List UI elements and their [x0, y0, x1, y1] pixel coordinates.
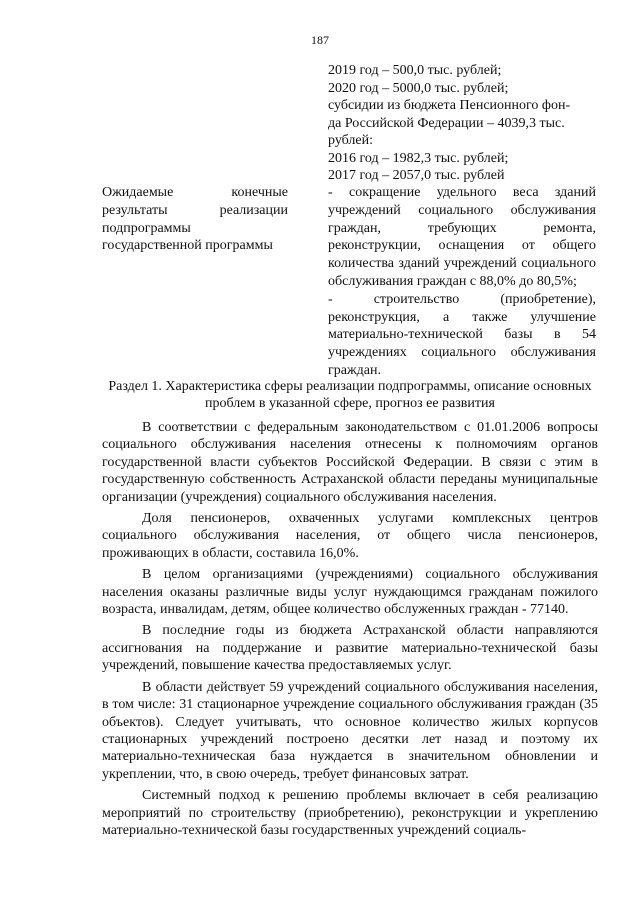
funding-line: субсидии из бюджета Пенсионного фон- — [328, 98, 571, 113]
paragraph: Доля пенсионеров, охваченных услугами комплексных центров социального обслуживания населения, от общего числа пенсионеров, проживающих в области, составила 16,0%. — [102, 511, 598, 561]
paragraph: В целом организациями (учреждениями) социального обслуживания населения оказаны различные виды услуг нуждающимся гражданам пожилого возраста, инвалидам, детям, общее количество обслуженных граждан - 77140. — [102, 567, 598, 618]
funding-line: 2016 год – 1982,3 тыс. рублей; — [328, 150, 509, 166]
paragraph: В последние годы из бюджета Астраханской области направляются ассигнования на поддержание и развитие материально-технической базы учреждений, повышение качества предоставляемых услуг. — [102, 623, 598, 674]
funding-line: 2020 год – 5000,0 тыс. рублей; — [328, 80, 509, 96]
expected-result-item: - строительство (приобретение), реконструкция, а также улучшение материально-технической базы в 54 учреждениях социального обслуживания граждан. — [328, 291, 596, 378]
section-heading: Раздел 1. Характеристика сферы реализации подпрограммы, описание основных проблем в указанной сфере, прогноз ее развития — [108, 379, 592, 411]
paragraph: В области действует 59 учреждений социального обслуживания населения, в том числе: 31 стационарное учреждение социального обслуживания граждан (35 объектов). Следует учитывать, что основное количество жилых корпусов стационарных учреждений построено десятки лет назад и поэтому их материально-техническая база нуждается в значительном обновлении и укреплении, что, в свою очередь, требует финансовых затрат. — [102, 679, 598, 782]
expected-result-item: - сокращение удельного веса зданий учреждений социального обслуживания граждан, требующих ремонта, реконструкции, оснащения от общего количества зданий учреждений социального обслуживания граждан с 88,0% до 80,5%; — [328, 185, 596, 289]
paragraph: В соответствии с федеральным законодательством с 01.01.2006 вопросы социального обслуживания населения отнесены к полномочиям органов государственной власти субъектов Российской Федерации. В связи с этим в государственную собственность Астраханской области переданы муниципальные организации (учреждения) социального обслуживания населения. — [102, 420, 598, 505]
page-number: 187 — [311, 33, 329, 47]
funding-line: да Российской Федерации – 4039,3 тыс. — [328, 115, 565, 131]
expected-results-value — [328, 184, 596, 380]
section-body — [102, 419, 598, 843]
funding-line: 2019 год – 500,0 тыс. рублей; — [328, 63, 502, 78]
funding-line: 2017 год – 2057,0 тыс. рублей — [328, 168, 505, 183]
funding-breakdown — [328, 62, 596, 185]
expected-results-label: Ожидаемые конечные результаты реализации подпрограммы государственной программы — [102, 185, 288, 254]
paragraph: Системный подход к решению проблемы включает в себя реализацию мероприятий по строительству (приобретению), реконструкции и укреплению материально-технической базы государственных учреждений социаль- — [102, 788, 598, 838]
funding-line: рублей: — [328, 133, 373, 148]
